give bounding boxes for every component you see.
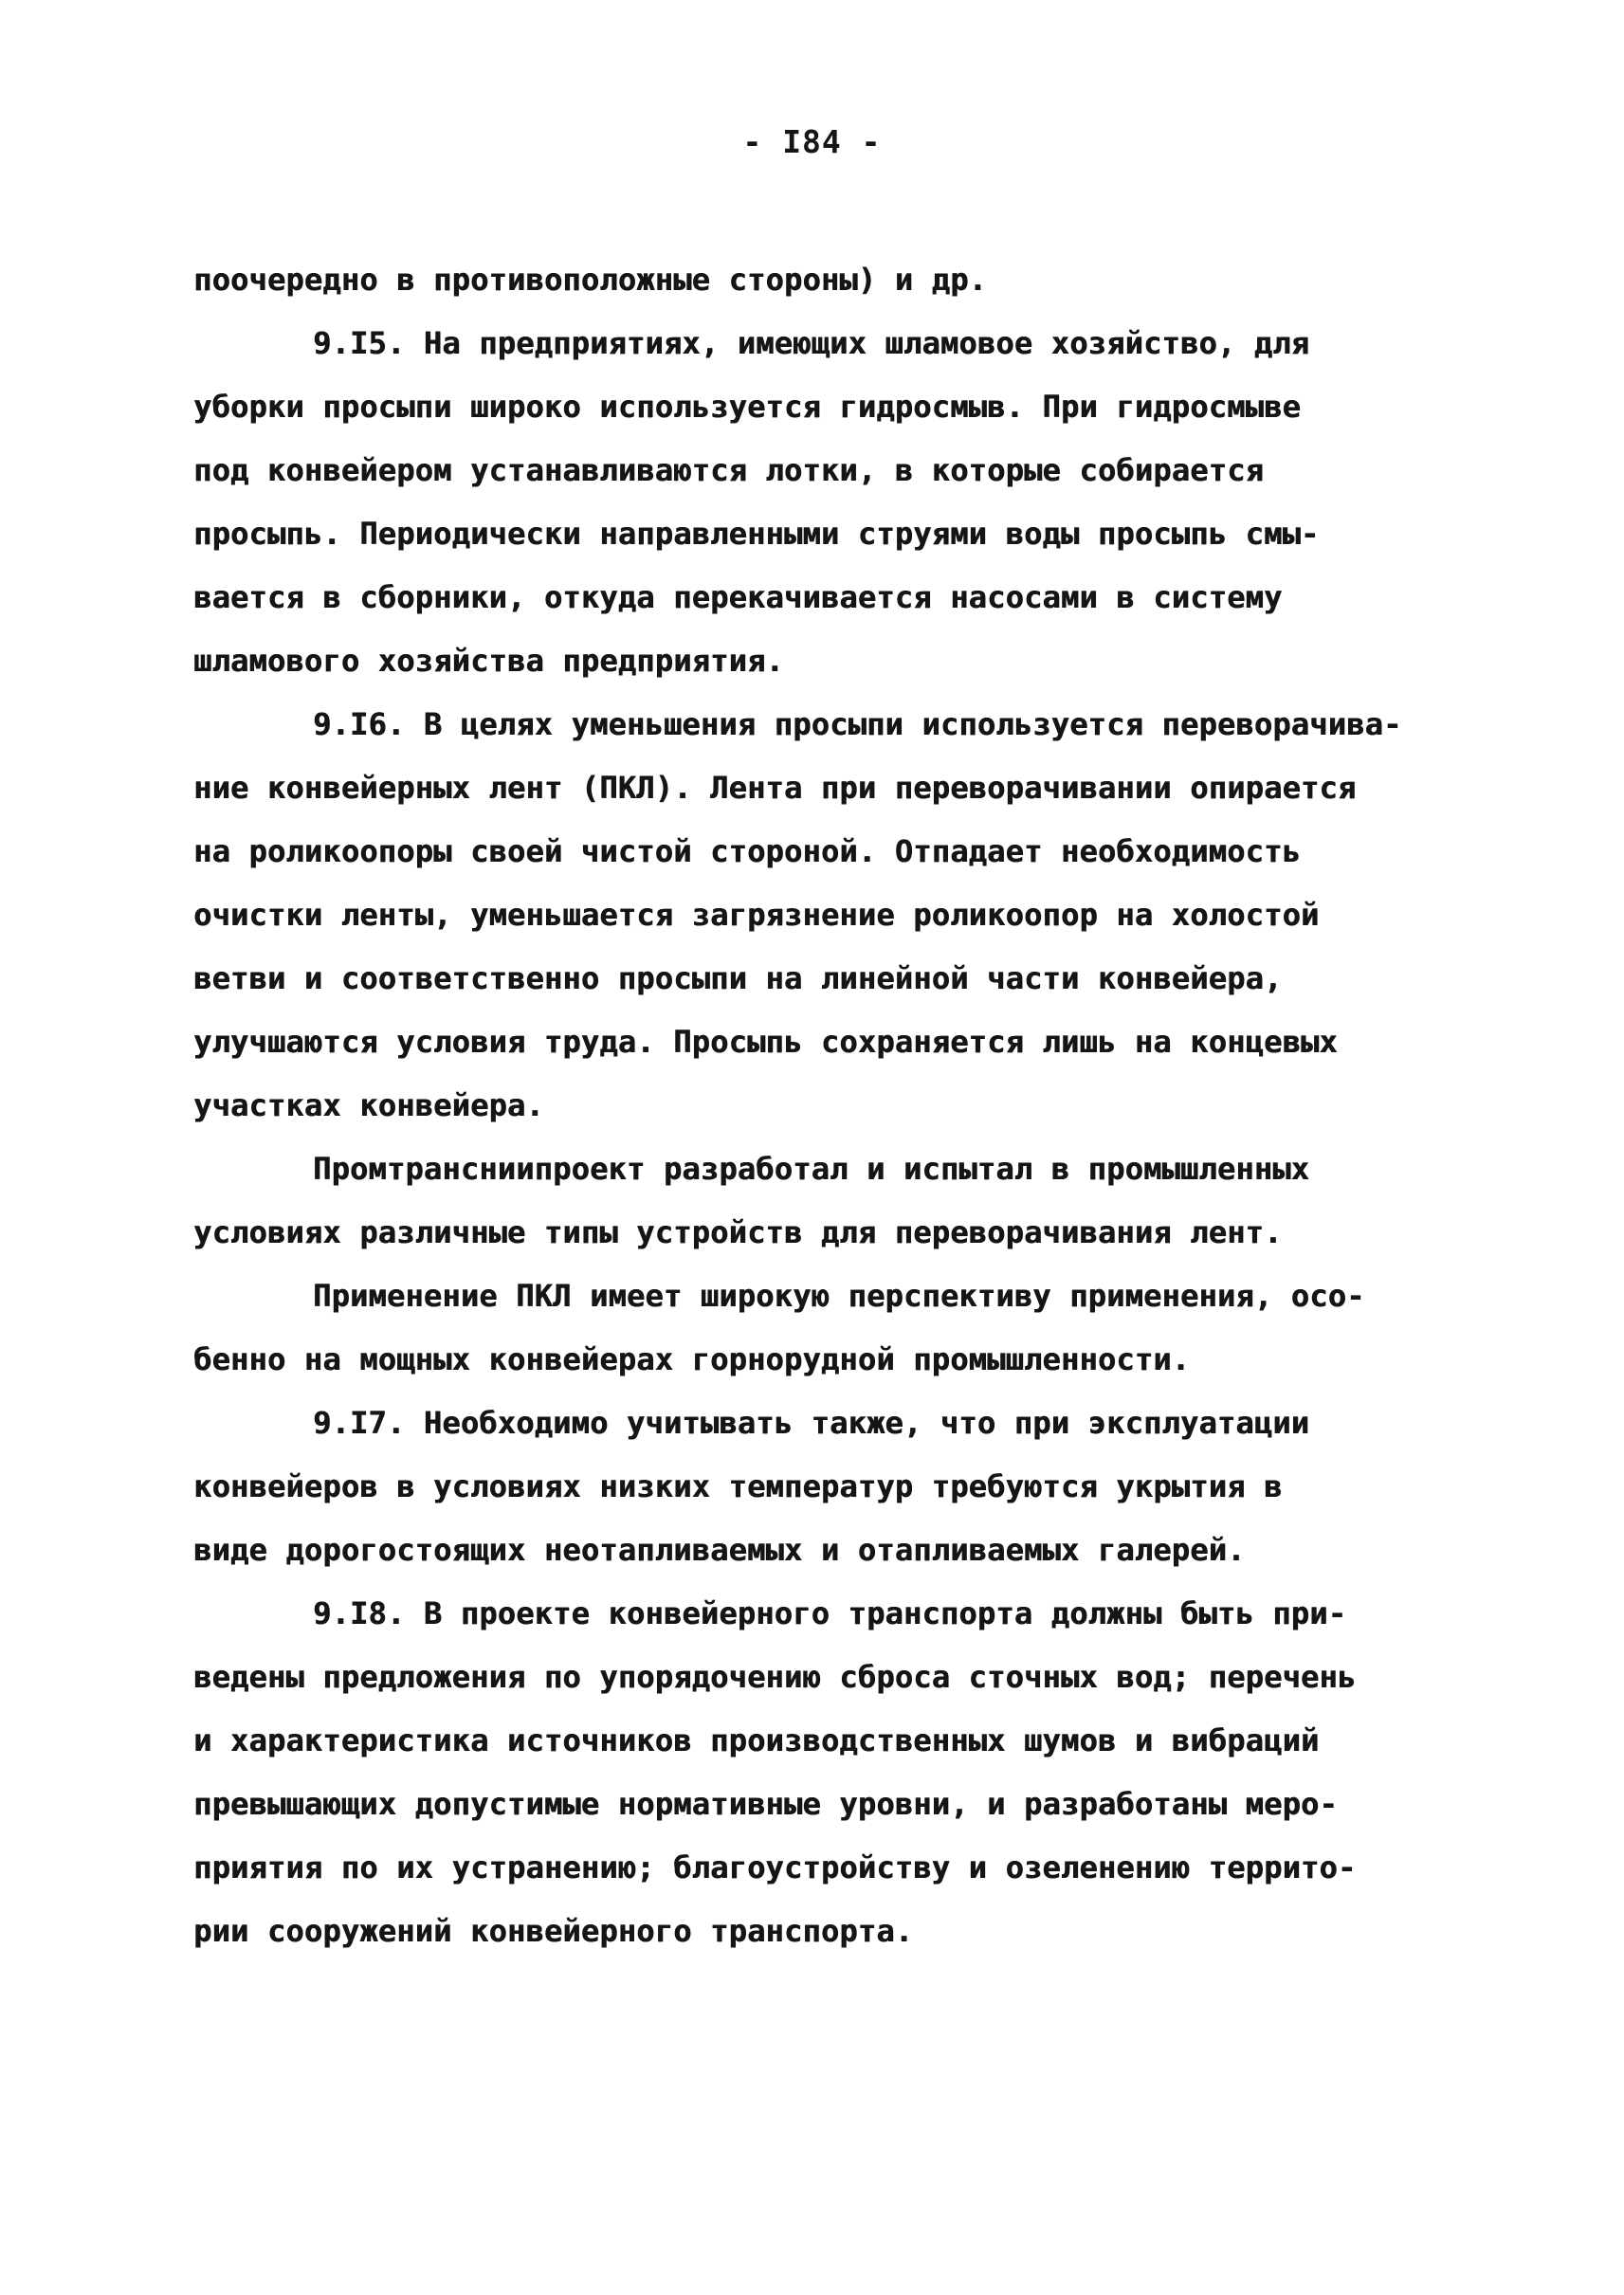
text-line: ведены предложения по упорядочению сброса сточных вод; перечень <box>193 1659 1357 1695</box>
text-line: 9.I5. На предприятиях, имеющих шламовое хозяйство, для <box>313 325 1310 361</box>
text-line: превышающих допустимые нормативные уровни, и разработаны меро- <box>193 1786 1338 1822</box>
text-line: ветви и соответственно просыпи на линейной части конвейера, <box>193 960 1283 996</box>
text-line: вается в сборники, откуда перекачивается насосами в систему <box>193 579 1283 615</box>
text-line: Применение ПКЛ имеет широкую перспективу применения, осо- <box>313 1278 1365 1314</box>
text-line: ние конвейерных лент (ПКЛ). Лента при переворачивании опирается <box>193 770 1357 806</box>
text-line: 9.I7. Необходимо учитывать также, что при эксплуатации <box>313 1405 1310 1441</box>
text-line: рии сооружений конвейерного транспорта. <box>193 1913 914 1949</box>
text-line: Промтрансниипроект разработал и испытал в промышленных <box>313 1151 1310 1187</box>
text-line: и характеристика источников производственных шумов и вибраций <box>193 1722 1320 1758</box>
text-line: улучшаются условия труда. Просыпь сохраняется лишь на концевых <box>193 1024 1338 1060</box>
text-line: просыпь. Периодически направленными струями воды просыпь смы- <box>193 516 1320 552</box>
text-line: участках конвейера. <box>193 1087 544 1123</box>
page-number: - I84 - <box>742 123 882 160</box>
text-line: конвейеров в условиях низких температур требуются укрытия в <box>193 1468 1283 1504</box>
text-line: условиях различные типы устройств для переворачивания лент. <box>193 1214 1283 1250</box>
text-line: очистки ленты, уменьшается загрязнение роликоопор на холостой <box>193 897 1320 933</box>
text-line: бенно на мощных конвейерах горнорудной промышленности. <box>193 1341 1191 1377</box>
text-line: 9.I8. В проекте конвейерного транспорта должны быть при- <box>313 1595 1347 1631</box>
text-line: 9.I6. В целях уменьшения просыпи используется переворачива- <box>313 706 1402 742</box>
text-line: шламового хозяйства предприятия. <box>193 643 784 679</box>
text-line: на роликоопоры своей чистой стороной. Отпадает необходимость <box>193 833 1301 869</box>
text-line: виде дорогостоящих неотапливаемых и отапливаемых галерей. <box>193 1532 1246 1568</box>
text-line: поочередно в противоположные стороны) и др. <box>193 262 988 298</box>
body-text <box>193 248 1483 1963</box>
text-line: уборки просыпи широко используется гидросмыв. При гидросмыве <box>193 389 1301 425</box>
text-line: под конвейером устанавливаются лотки, в которые собирается <box>193 452 1265 488</box>
text-line: приятия по их устранению; благоустройству и озеленению террито- <box>193 1849 1357 1885</box>
